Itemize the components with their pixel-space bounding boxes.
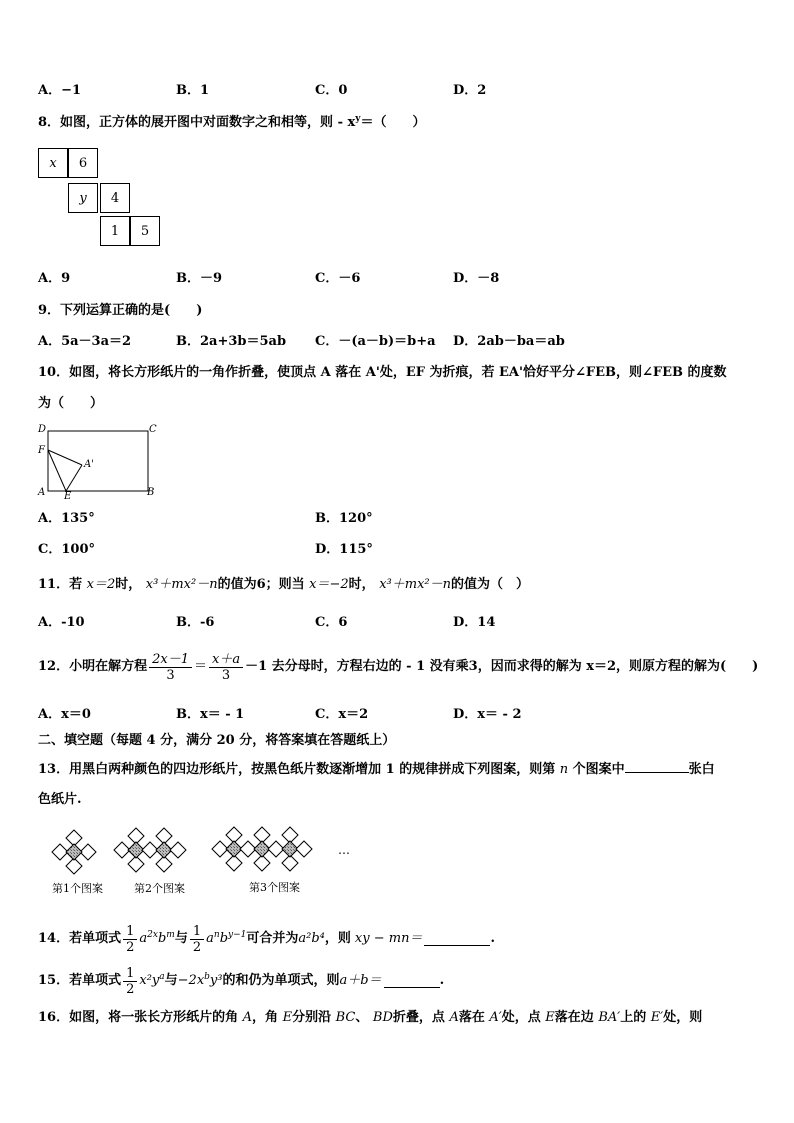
q16-point-e-prime: E′ <box>650 1010 664 1025</box>
q10-option-b[interactable]: B．120° <box>315 511 373 526</box>
q14-text1: 14．若单项式 <box>38 931 122 946</box>
q16-point-a-prime: A′ <box>489 1010 502 1025</box>
q14-text2: 与 <box>174 931 188 946</box>
q11-text3: 的值为6；则当 <box>217 577 305 592</box>
q8-option-b[interactable]: B．－9 <box>176 271 223 286</box>
net-cell-1: 1 <box>100 216 130 246</box>
q15-end: . <box>439 973 445 988</box>
q7-option-a[interactable]: A．−1 <box>38 83 82 98</box>
pattern-ellipsis: … <box>338 843 350 857</box>
q13-pattern-figure <box>44 826 364 878</box>
q8-option-a[interactable]: A．9 <box>38 271 71 286</box>
q10-option-c[interactable]: C．100° <box>38 542 95 557</box>
q10-stem-line2: 为（ ） <box>38 396 104 411</box>
q9-option-d[interactable]: D．2ab－ba＝ab <box>453 334 565 349</box>
q12-option-c[interactable]: C．x＝2 <box>315 707 369 722</box>
net-cell-y: y <box>68 183 98 213</box>
label-f: F <box>38 445 45 456</box>
q14-half1-num: 1 <box>123 924 137 940</box>
label-a: A <box>38 487 46 498</box>
q14-end: . <box>490 931 495 946</box>
q8-option-d[interactable]: D．－8 <box>453 271 500 286</box>
q16-text4: 、 <box>355 1010 369 1025</box>
q15-term2-exp: b <box>204 972 210 982</box>
q16-point-e: E <box>282 1010 293 1025</box>
q12-frac1-denominator: 3 <box>166 667 175 683</box>
q15-term2b: y³ <box>209 973 223 988</box>
q11-stem <box>38 577 529 593</box>
q13-answer-blank[interactable] <box>625 760 689 773</box>
net-cell-4: 4 <box>100 183 130 213</box>
q11-text1: 11．若 <box>38 577 83 592</box>
q16-text9: 上的 <box>620 1010 647 1025</box>
q14-stem <box>38 922 495 956</box>
pattern-3 <box>212 827 312 871</box>
q14-half2-den: 2 <box>192 939 202 955</box>
q10-option-a[interactable]: A．135° <box>38 511 95 526</box>
q14-term1-exp: 2x <box>147 930 158 940</box>
q13-text3: 张白 <box>688 762 715 777</box>
q15-text3: 的和仍为单项式，则 <box>222 973 340 988</box>
q15-answer-blank[interactable] <box>384 975 440 988</box>
q11-text5: 的值为（ ） <box>451 577 530 592</box>
q12-fraction-right <box>209 652 243 683</box>
q16-text6: 落在 <box>458 1010 485 1025</box>
rect-outline <box>48 431 148 491</box>
q14-answer-blank[interactable] <box>424 933 490 946</box>
q8-option-c[interactable]: C．－6 <box>315 271 361 286</box>
q16-text5: 折叠，点 <box>392 1010 445 1025</box>
q9-option-b[interactable]: B．2a+3b＝5ab <box>176 334 287 349</box>
q8-stem-text: 8．如图，正方体的展开图中对面数字之和相等，则 - x <box>38 115 356 130</box>
q16-text2: ，角 <box>252 1010 279 1025</box>
q10-rectangle-figure <box>34 420 164 500</box>
q16-text10: 处，则 <box>663 1010 703 1025</box>
q15-text2: 与 <box>164 973 178 988</box>
q14-term2b-base: b <box>219 931 229 946</box>
q16-text7: 处，点 <box>501 1010 541 1025</box>
q7-option-c[interactable]: C．0 <box>315 83 348 98</box>
q14-term1b-base: b <box>157 931 167 946</box>
q9-stem: 9．下列运算正确的是( ) <box>38 303 203 318</box>
q10-stem-line1: 10．如图，将长方形纸片的一角作折叠，使顶点 A 落在 A'处，EF 为折痕，若 EA'恰好平分∠FEB，则∠FEB 的度数 <box>38 365 727 380</box>
q14-half2-num: 1 <box>190 924 204 940</box>
q8-stem-end: ＝（ ） <box>360 115 426 130</box>
q15-stem <box>38 964 444 998</box>
q13-n: n <box>559 762 569 777</box>
net-cell-5: 5 <box>130 216 160 246</box>
crease-fe <box>48 450 66 491</box>
q12-equals: ＝ <box>193 659 207 674</box>
pattern-1 <box>52 830 96 874</box>
q14-half1-den: 2 <box>126 939 135 955</box>
q16-line-bd: BD <box>372 1010 393 1025</box>
q12-option-b[interactable]: B．x＝ - 1 <box>176 707 245 722</box>
q13-text1: 13．用黑白两种颜色的四边形纸片，按黑色纸片数逐渐增加 1 的规律拼成下列图案，则第 <box>38 762 556 777</box>
q11-option-d[interactable]: D．14 <box>453 615 496 630</box>
q11-condition1: x＝2 <box>86 577 116 592</box>
q16-stem <box>38 1010 702 1026</box>
q15-term2-base: −2x <box>177 973 205 988</box>
q16-point-a-2: A <box>449 1010 459 1025</box>
q11-text4: 时， <box>348 577 375 592</box>
q11-condition2: x＝−2 <box>309 577 349 592</box>
q12-option-d[interactable]: D．x＝ - 2 <box>453 707 522 722</box>
q16-line-bc: BC <box>335 1010 356 1025</box>
q9-option-a[interactable]: A．5a－3a＝2 <box>38 334 132 349</box>
q13-stem-line2: 色纸片. <box>38 792 82 807</box>
net-cell-x: x <box>38 148 68 178</box>
q16-text3: 分别沿 <box>292 1010 332 1025</box>
q7-option-d[interactable]: D．2 <box>453 83 487 98</box>
q11-text2: 时， <box>115 577 142 592</box>
q8-stem <box>38 115 426 131</box>
q14-half-2 <box>190 924 204 955</box>
q14-text4: ，则 <box>324 931 351 946</box>
q16-line-ba-prime: BA′ <box>598 1010 621 1025</box>
q11-option-a[interactable]: A．-10 <box>38 615 85 630</box>
q12-text1: 12．小明在解方程 <box>38 659 148 674</box>
q13-stem-line1 <box>38 760 715 778</box>
q9-option-c[interactable]: C．－(a－b)＝b+a <box>315 334 436 349</box>
q8-stem-sup: y <box>355 114 361 124</box>
q15-text1: 15．若单项式 <box>38 973 122 988</box>
q15-half-num: 1 <box>123 966 137 982</box>
caption-pattern-2: 第2个图案 <box>134 882 185 895</box>
q10-option-d[interactable]: D．115° <box>315 542 373 557</box>
q16-point-e-2: E <box>545 1010 555 1025</box>
q14-text3: 可合并为 <box>246 931 299 946</box>
q16-text1: 16．如图，将一张长方形纸片的角 <box>38 1010 239 1025</box>
label-a-prime: A' <box>84 459 94 470</box>
label-b: B <box>147 487 155 498</box>
q12-option-a[interactable]: A．x＝0 <box>38 707 91 722</box>
q14-term2b-exp: y−1 <box>228 930 247 940</box>
q14-expression: xy − mn＝ <box>354 931 423 946</box>
q14-term2-base: a <box>206 931 214 946</box>
q12-text2: －1 去分母时，方程右边的 - 1 没有乘3，因而求得的解为 x＝2，则原方程的解为( ) <box>245 659 759 674</box>
q13-text2: 个图案中 <box>572 762 625 777</box>
q14-term1b-exp: m <box>166 930 175 940</box>
label-d: D <box>38 424 47 435</box>
q15-term1-base: x²y <box>139 973 160 988</box>
line-a1e <box>66 465 82 491</box>
caption-pattern-1: 第1个图案 <box>52 882 103 895</box>
q12-stem <box>38 650 758 684</box>
q15-half-den: 2 <box>126 981 135 997</box>
q14-term2-exp: n <box>213 930 220 940</box>
q11-option-c[interactable]: C．6 <box>315 615 348 630</box>
q15-term1-exp: a <box>159 972 165 982</box>
q16-point-a: A <box>242 1010 253 1025</box>
q7-option-b[interactable]: B．1 <box>176 83 210 98</box>
q12-frac2-denominator: 3 <box>221 667 231 683</box>
label-e: E <box>64 491 72 500</box>
q12-fraction-left <box>149 652 192 683</box>
q12-frac2-numerator: x＋a <box>209 652 243 668</box>
q15-expression: a＋b＝ <box>339 973 382 988</box>
q14-term1-base: a <box>139 931 148 946</box>
q12-frac1-numerator: 2x－1 <box>149 652 192 668</box>
pattern-2 <box>114 828 186 872</box>
q11-expression2: x³＋mx²－n <box>379 577 451 592</box>
q16-text8: 落在边 <box>554 1010 594 1025</box>
section-2-heading: 二、填空题（每题 4 分，满分 20 分，将答案填在答题纸上） <box>38 733 396 748</box>
q14-half-1 <box>123 924 137 955</box>
q11-option-b[interactable]: B．-6 <box>176 615 215 630</box>
net-cell-6: 6 <box>68 148 98 178</box>
q15-half <box>123 966 137 997</box>
q11-expression1: x³＋mx²－n <box>145 577 218 592</box>
caption-pattern-3: 第3个图案 <box>249 881 300 894</box>
label-c: C <box>149 424 157 435</box>
q14-term3: a²b⁴ <box>298 931 325 946</box>
